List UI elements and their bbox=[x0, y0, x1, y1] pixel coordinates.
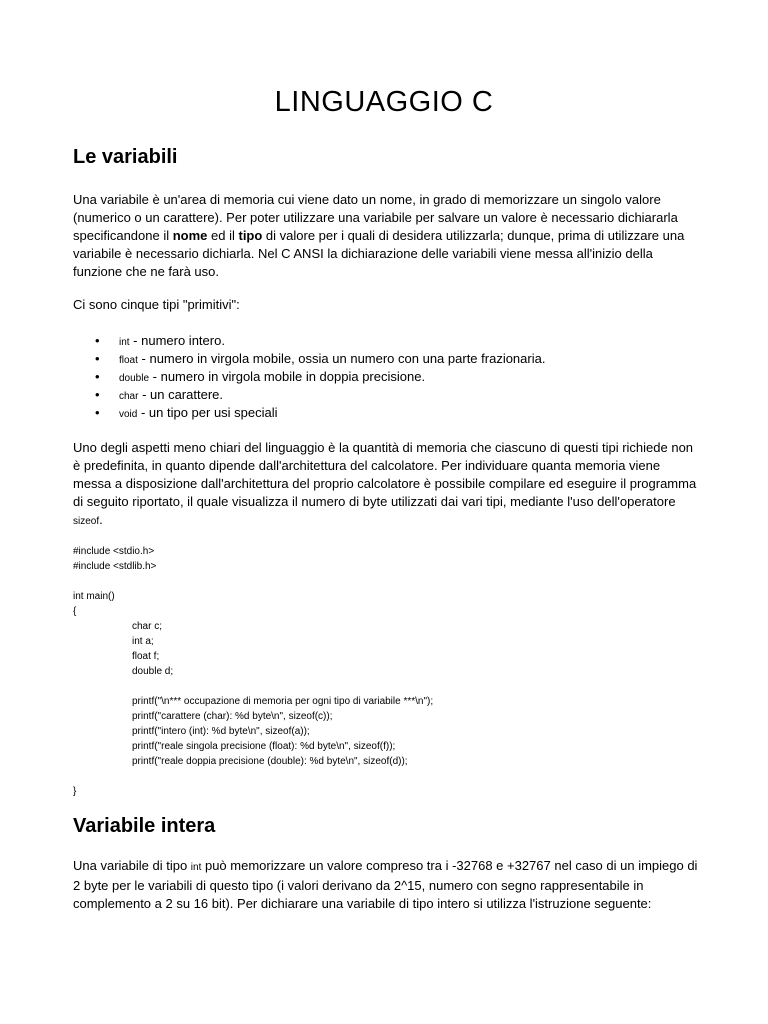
bullet-icon: • bbox=[95, 387, 100, 402]
int-text-end: può memorizzare un valore compreso tra i -32768 e +32767 nel caso di un impiego di 2 byte per le variabili di questo tipo (i valori derivano da 2^15, numero con segno rappresentabile in complemento a 2 su 16 bit). Per dichiarare una variabile di tipo intero si utilizza l'istruzione seguente: bbox=[73, 858, 698, 911]
intro-paragraph bbox=[73, 191, 698, 281]
type-keyword: int bbox=[119, 337, 130, 348]
section-heading-variabili: Le variabili bbox=[73, 146, 178, 168]
code-line: printf("intero (int): %d byte\n", sizeof(a)); bbox=[132, 726, 310, 737]
code-line bbox=[73, 769, 433, 784]
type-description: - numero intero. bbox=[129, 333, 225, 348]
type-keyword: char bbox=[119, 391, 139, 402]
code-line: printf("reale doppia precisione (double): %d byte\n", sizeof(d)); bbox=[132, 756, 408, 767]
bullet-icon: • bbox=[95, 333, 100, 348]
code-line: { bbox=[73, 606, 77, 617]
type-description: - numero in virgola mobile in doppia precisione. bbox=[149, 369, 426, 384]
intro-text-run: Una variabile è un'area di memoria cui viene dato un nome, in grado di memorizzare un singolo valore (numerico o un carattere). Per poter utilizzare una variabile per salvare un valore è necessario dichiararla specificandone il bbox=[73, 192, 678, 243]
code-line: #include <stdlib.h> bbox=[73, 561, 157, 572]
list-item bbox=[73, 350, 545, 368]
code-line: printf("reale singola precisione (float): %d byte\n", sizeof(f)); bbox=[132, 741, 396, 752]
list-item bbox=[73, 404, 545, 422]
code-line: printf("\n*** occupazione di memoria per ogni tipo di variabile ***\n"); bbox=[132, 696, 434, 707]
type-description: - un carattere. bbox=[138, 387, 223, 402]
type-keyword: double bbox=[119, 373, 150, 384]
size-paragraph bbox=[73, 439, 698, 531]
sizeof-keyword: sizeof bbox=[73, 516, 100, 527]
types-intro: Ci sono cinque tipi "primitivi": bbox=[73, 297, 240, 312]
code-line: float f; bbox=[132, 651, 160, 662]
types-list bbox=[73, 332, 545, 422]
bullet-icon: • bbox=[95, 405, 100, 420]
type-keyword: float bbox=[119, 355, 138, 366]
list-item bbox=[73, 386, 545, 404]
list-item bbox=[73, 332, 545, 350]
type-description: - un tipo per usi speciali bbox=[137, 405, 278, 420]
int-keyword: int bbox=[190, 862, 202, 873]
section-heading-variabile-intera: Variabile intera bbox=[73, 815, 216, 837]
size-text: Uno degli aspetti meno chiari del linguaggio è la quantità di memoria che ciascuno di questi tipi richiede non è predefinita, in quanto dipende dall'architettura del calcolatore. Per individuare quanta memoria viene messa a disposizione dall'architettura del proprio calcolatore è possibile compilare ed eseguire il programma di seguito riportato, il quale visualizza il numero di byte utilizzati dai vari tipi, mediante l'uso dell'operatore bbox=[73, 440, 697, 509]
code-line: printf("carattere (char): %d byte\n", sizeof(c)); bbox=[132, 711, 333, 722]
code-line bbox=[73, 574, 433, 589]
code-line bbox=[73, 679, 433, 694]
list-item bbox=[73, 368, 545, 386]
intro-text-run: di valore per i quali di desidera utilizzarla; dunque, prima di utilizzare una variabile è necessario dichiarla. Nel C ANSI la dichiarazione delle variabili viene messa all'inizio della funzione che ne farà uso. bbox=[73, 228, 685, 279]
intro-text-run: ed il bbox=[207, 228, 239, 243]
document-title: LINGUAGGIO C bbox=[274, 86, 494, 118]
bullet-icon: • bbox=[95, 351, 100, 366]
size-end: . bbox=[99, 512, 103, 527]
code-line: } bbox=[73, 786, 77, 797]
code-line: int a; bbox=[132, 636, 154, 647]
code-line: char c; bbox=[132, 621, 163, 632]
int-text-start: Una variabile di tipo bbox=[73, 858, 191, 873]
bold-term: nome bbox=[172, 228, 208, 243]
bold-term: tipo bbox=[238, 228, 263, 243]
code-line: int main() bbox=[73, 591, 115, 602]
type-description: - numero in virgola mobile, ossia un numero con una parte frazionaria. bbox=[137, 351, 546, 366]
code-block bbox=[73, 544, 433, 799]
bullet-icon: • bbox=[95, 369, 100, 384]
code-line: double d; bbox=[132, 666, 174, 677]
code-line: #include <stdio.h> bbox=[73, 546, 155, 557]
int-paragraph bbox=[73, 857, 698, 913]
type-keyword: void bbox=[119, 409, 138, 420]
